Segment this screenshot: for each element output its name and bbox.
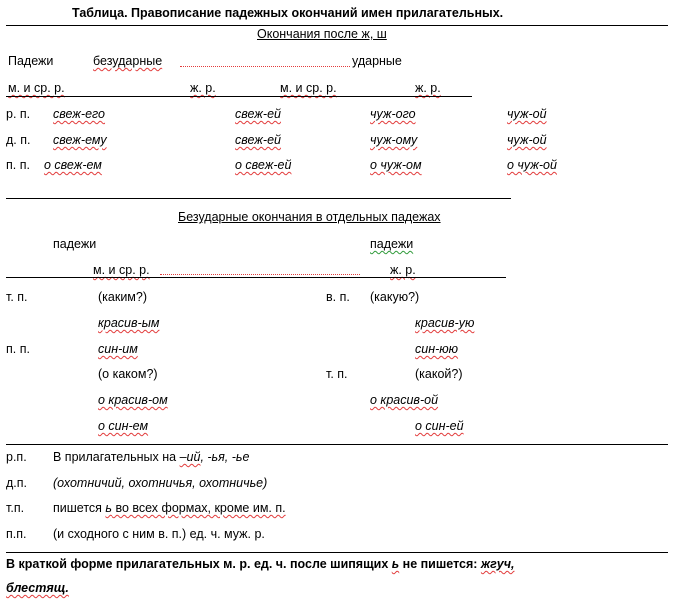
rule-text: (и сходного с ним в. п.) ед. ч. муж. р.	[53, 527, 265, 541]
case-label: д.п.	[6, 476, 28, 490]
case-vp: в. п.	[326, 290, 350, 304]
case-label: р. п.	[6, 107, 31, 121]
cell: о свеж-ей	[235, 158, 292, 172]
page-title: Таблица. Правописание падежных окончаний имен прилагательных.	[72, 6, 504, 20]
endings-ya-ye: , -ья, -ье	[200, 450, 250, 464]
padezhi-left: падежи	[53, 237, 97, 251]
soft-sign: ь	[105, 501, 112, 515]
bezudarnye-dotline	[180, 66, 350, 67]
cell: о чуж-ом	[370, 158, 422, 172]
word-okrasivom: о красив-ом	[98, 393, 168, 407]
word-sinyuyu: син-юю	[415, 342, 459, 356]
rule-text	[53, 500, 286, 516]
cell: свеж-его	[53, 107, 106, 121]
rule-text	[53, 449, 249, 465]
cell: чуж-ой	[507, 133, 547, 147]
footer-text: В краткой форме прилагательных м. р. ед. ч. после шипящих	[6, 557, 392, 571]
word-osinem: о син-ем	[98, 419, 149, 433]
sub-right: ж. р.	[390, 263, 416, 277]
cell: о чуж-ой	[507, 158, 557, 172]
case-label: т.п.	[6, 501, 25, 515]
subheader-zh-2: ж. р.	[415, 81, 441, 95]
case-label: п. п.	[6, 158, 30, 172]
ending-ij: –ий	[179, 450, 201, 464]
cell: о свеж-ем	[44, 158, 102, 172]
cell: чуж-ой	[507, 107, 547, 121]
word-krasivym: красив-ым	[98, 316, 160, 330]
section2-bottom-rule	[6, 444, 668, 445]
padezhi-right: падежи	[370, 237, 414, 251]
rule-text-part: во всех формах, кроме им. п.	[111, 501, 286, 515]
cell: свеж-ему	[53, 133, 107, 147]
section2-subheader-rule	[6, 277, 506, 278]
cell: свеж-ей	[235, 107, 281, 121]
padezhi-label: Падежи	[8, 54, 54, 68]
case-label: д. п.	[6, 133, 31, 147]
footer-line-2: блестящ.	[6, 581, 69, 595]
udarnye-label: ударные	[352, 54, 402, 68]
question-kakim: (каким?)	[98, 290, 148, 304]
section2-heading: Безударные окончания в отдельных падежах	[178, 210, 441, 224]
footer-line-1	[6, 556, 515, 572]
case-label: р.п.	[6, 450, 27, 464]
cell: чуж-ому	[370, 133, 418, 147]
case-tp-left: т. п.	[6, 290, 28, 304]
question-kakuyu: (какую?)	[370, 290, 420, 304]
subheader-m-sr-1: м. и ср. р.	[8, 81, 65, 95]
rule-example: (охотничий, охотничья, охотничье)	[53, 476, 268, 490]
section3-bottom-rule	[6, 552, 668, 553]
word-osiney: о син-ей	[415, 419, 464, 433]
section1-subheader-rule	[6, 96, 472, 97]
question-okakom: (о каком?)	[98, 367, 158, 381]
word-sinim: син-им	[98, 342, 138, 356]
soft-sign: ь	[391, 557, 400, 571]
word-krasivuyu: красив-ую	[415, 316, 475, 330]
case-pp-left: п. п.	[6, 342, 30, 356]
section1-heading: Окончания после ж, ш	[257, 27, 387, 41]
footer-text: не пишется:	[399, 557, 481, 571]
question-kakoy: (какой?)	[415, 367, 463, 381]
subheader-zh-1: ж. р.	[190, 81, 216, 95]
sub-left: м. и ср. р.	[93, 263, 150, 277]
case-label: п.п.	[6, 527, 27, 541]
rule-text-part: пишется	[53, 501, 106, 515]
case-tp-right: т. п.	[326, 367, 348, 381]
sub-left-dotline	[160, 274, 360, 275]
cell: чуж-ого	[370, 107, 416, 121]
section1-bottom-rule	[6, 198, 511, 199]
rule-text-part: В прилагательных на	[53, 450, 180, 464]
word-okrasivoy: о красив-ой	[370, 393, 439, 407]
cell: свеж-ей	[235, 133, 281, 147]
subheader-m-sr-2: м. и ср. р.	[280, 81, 337, 95]
example-zhguch: жгуч,	[480, 557, 515, 571]
bezudarnye-label: безударные	[93, 54, 163, 68]
